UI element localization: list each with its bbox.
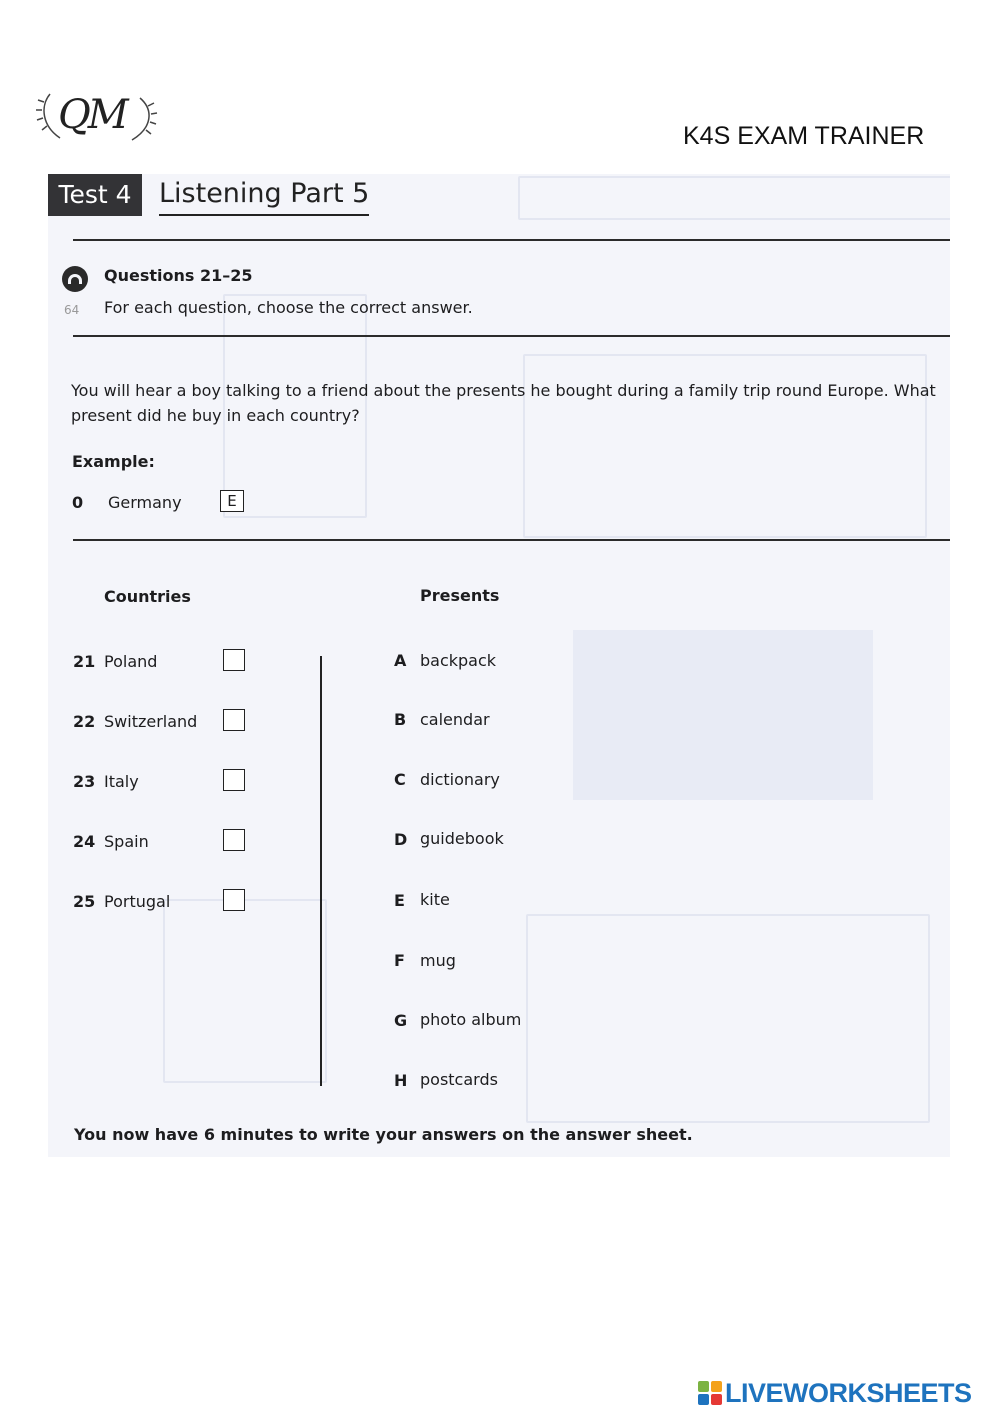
time-instruction: You now have 6 minutes to write your answers on the answer sheet. bbox=[74, 1125, 693, 1144]
qm-logo bbox=[36, 84, 160, 148]
option-letter: F bbox=[394, 951, 405, 970]
divider-rule bbox=[73, 335, 950, 337]
question-range: Questions 21–25 bbox=[104, 266, 253, 285]
ghost-header bbox=[518, 176, 950, 220]
presents-heading: Presents bbox=[420, 586, 500, 605]
question-country: Portugal bbox=[104, 892, 171, 911]
option-letter: E bbox=[394, 891, 405, 910]
question-number: 23 bbox=[73, 772, 96, 791]
page-title: Listening Part 5 bbox=[159, 178, 369, 216]
trainer-label: K4S EXAM TRAINER bbox=[683, 122, 925, 150]
liveworksheets-icon bbox=[698, 1381, 722, 1405]
question-number: 25 bbox=[73, 892, 96, 911]
brand-square bbox=[711, 1394, 722, 1405]
brand-name: LIVEWORKSHEETS bbox=[725, 1377, 972, 1408]
option-letter: A bbox=[394, 651, 407, 670]
column-divider bbox=[320, 656, 322, 1086]
option-letter: C bbox=[394, 770, 406, 789]
brand-square bbox=[711, 1381, 722, 1392]
question-country: Italy bbox=[104, 772, 139, 791]
ghost-table bbox=[573, 630, 873, 800]
ghost-panel bbox=[163, 899, 327, 1083]
question-country: Poland bbox=[104, 652, 158, 671]
question-country: Spain bbox=[104, 832, 149, 851]
option-label: guidebook bbox=[420, 829, 504, 848]
divider-rule bbox=[73, 239, 950, 241]
liveworksheets-brand bbox=[698, 1378, 972, 1408]
option-letter: G bbox=[394, 1011, 408, 1030]
context-text: You will hear a boy talking to a friend about the presents he bought during a family trip round Europe. What present did he buy in each country? bbox=[71, 381, 936, 425]
answer-box-22[interactable] bbox=[223, 709, 245, 731]
countries-heading: Countries bbox=[104, 587, 191, 606]
brand-square bbox=[698, 1394, 709, 1405]
test-tab-label: Test 4 bbox=[58, 180, 132, 209]
track-number: 64 bbox=[64, 303, 80, 317]
example-country: Germany bbox=[108, 493, 182, 512]
question-number: 24 bbox=[73, 832, 96, 851]
instruction-text: For each question, choose the correct answer. bbox=[104, 298, 473, 317]
option-label: photo album bbox=[420, 1010, 522, 1029]
headphones-icon bbox=[62, 266, 88, 292]
brand-square bbox=[698, 1381, 709, 1392]
logo-text: QM bbox=[58, 92, 126, 138]
answer-box-23[interactable] bbox=[223, 769, 245, 791]
example-answer-box: E bbox=[220, 490, 244, 512]
answer-box-24[interactable] bbox=[223, 829, 245, 851]
option-label: calendar bbox=[420, 710, 490, 729]
option-label: kite bbox=[420, 890, 450, 909]
option-label: mug bbox=[420, 951, 456, 970]
option-label: backpack bbox=[420, 651, 497, 670]
option-letter: D bbox=[394, 830, 408, 849]
option-letter: H bbox=[394, 1071, 408, 1090]
option-letter: B bbox=[394, 710, 407, 729]
worksheet-page bbox=[48, 174, 950, 1157]
divider-rule bbox=[73, 539, 950, 541]
option-label: postcards bbox=[420, 1070, 498, 1089]
question-number: 22 bbox=[73, 712, 96, 731]
example-label: Example: bbox=[72, 452, 155, 471]
question-number: 21 bbox=[73, 652, 96, 671]
ghost-panel bbox=[526, 914, 930, 1123]
answer-box-25[interactable] bbox=[223, 889, 245, 911]
example-number: 0 bbox=[72, 493, 84, 512]
question-country: Switzerland bbox=[104, 712, 198, 731]
test-tab bbox=[48, 174, 142, 216]
option-label: dictionary bbox=[420, 770, 500, 789]
answer-box-21[interactable] bbox=[223, 649, 245, 671]
